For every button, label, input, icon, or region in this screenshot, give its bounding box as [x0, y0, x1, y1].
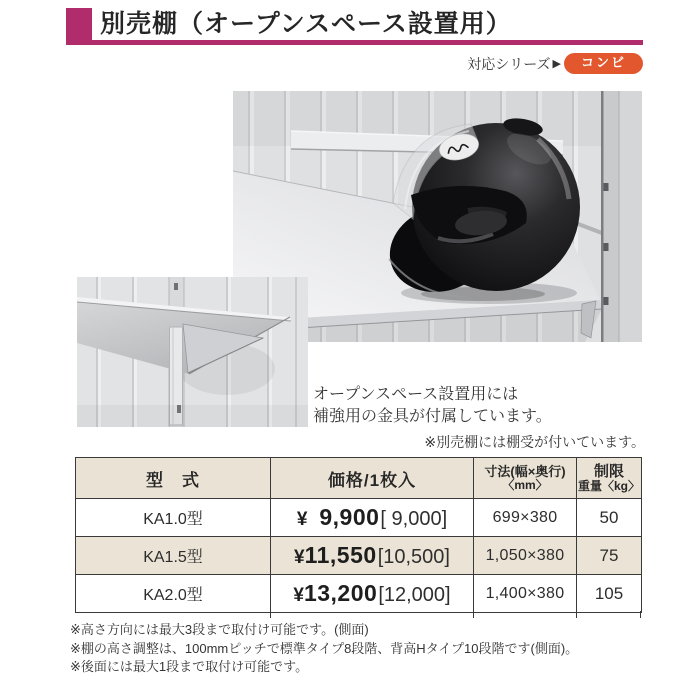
series-label: 対応シリーズ: [467, 55, 551, 72]
header-price: 価格/1枚入: [271, 458, 474, 499]
footnote-line: ※高さ方向には最大3段まで取付け可能です。(側面): [70, 622, 369, 637]
table-row: [76, 499, 642, 537]
table-grid-extension: [473, 611, 474, 618]
series-badge-combi: コンビ: [564, 53, 643, 74]
triangle-right-icon: ▶: [552, 58, 561, 70]
limit-cell: 50: [577, 499, 642, 537]
model-cell: KA1.5型: [76, 537, 271, 575]
size-cell: 1,050×380: [474, 537, 577, 575]
header-size: 寸法(幅×奥行) 〈mm〉: [474, 458, 577, 499]
page-title: 別売棚（オープンスペース設置用）: [100, 10, 512, 38]
title-accent-bar: [66, 8, 92, 44]
inset-photo-bracket: [77, 277, 308, 427]
caption: [313, 384, 552, 427]
model-cell: KA2.0型: [76, 575, 271, 613]
caption-line2: 補強用の金具が付属しています。: [313, 407, 552, 425]
footnote-line: ※後面には最大1段まで取付け可能です。: [70, 659, 309, 674]
spec-table: [75, 457, 642, 613]
caption-line1: オープンスペース設置用には: [313, 386, 519, 403]
limit-cell: 75: [577, 537, 642, 575]
yen-sign: ¥: [293, 585, 304, 606]
table-grid-extension: [270, 611, 271, 618]
footnote-line: ※棚の高さ調整は、100mmピッチで標準タイプ8段階、背高Hタイプ10段階です(側面)。: [70, 640, 579, 656]
header-model: 型 式: [76, 458, 271, 499]
door-frame: [601, 91, 642, 342]
table-header-row: [76, 458, 642, 499]
price-cell: ¥ 9,900 [ 9,000]: [271, 499, 474, 537]
yen-sign: ¥: [294, 547, 305, 568]
table-row: [76, 575, 642, 613]
size-cell: 1,400×380: [474, 575, 577, 613]
table-note: ※別売棚には棚受が付いています。: [424, 434, 645, 450]
header-limit: 制限 重量〈kg〉: [577, 458, 642, 499]
model-cell: KA1.0型: [76, 499, 271, 537]
size-cell: 699×380: [474, 499, 577, 537]
footnotes: [70, 621, 578, 677]
price-cell: ¥ 11,550 [10,500]: [271, 537, 474, 575]
table-grid-extension: [576, 611, 577, 618]
table-row: [76, 537, 642, 575]
title-underline: [66, 40, 643, 45]
price-cell: ¥ 13,200 [12,000]: [271, 575, 474, 613]
series-row: [467, 53, 643, 74]
limit-cell: 105: [577, 575, 642, 613]
table-grid-extension: [640, 611, 641, 618]
yen-sign: ¥: [296, 509, 308, 530]
